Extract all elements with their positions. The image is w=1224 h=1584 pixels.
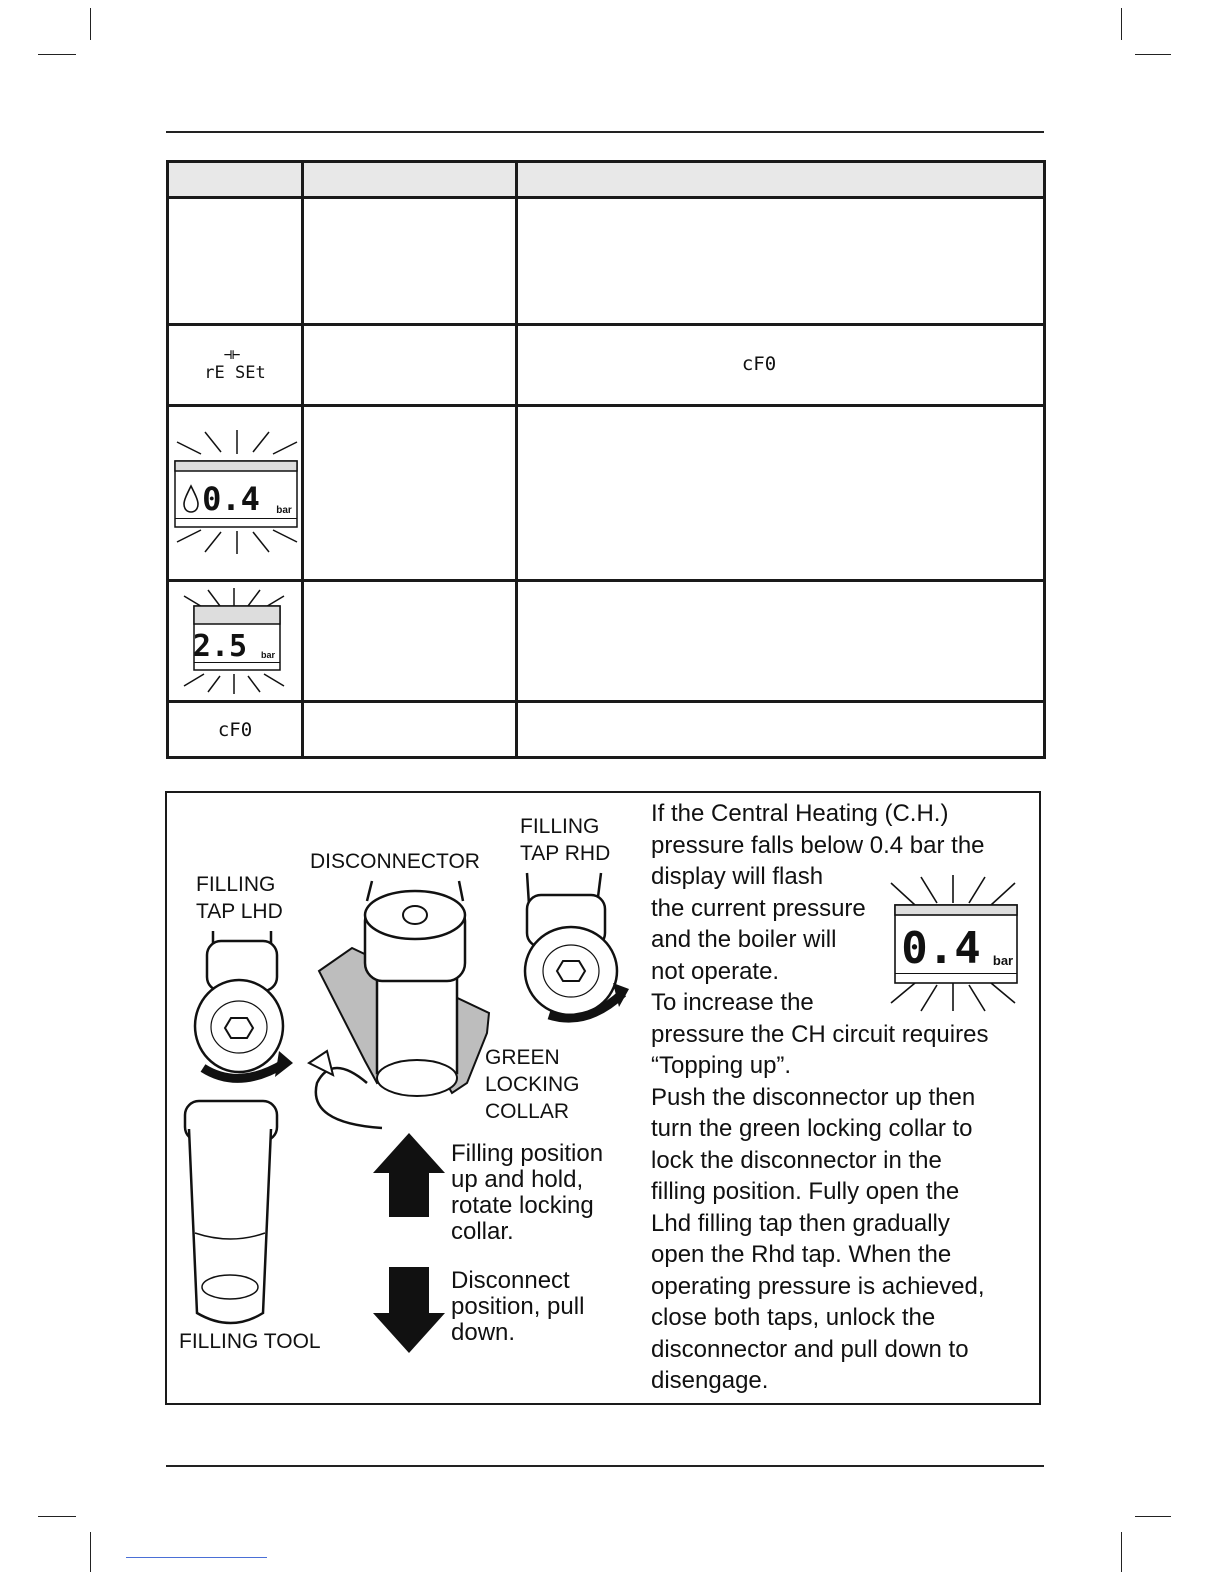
instruction-line: If the Central Heating (C.H.) [651,800,949,827]
reset-code: rE SEt [204,363,266,383]
crop-mark [1121,1532,1122,1572]
filling-tap-rhd-drawing [525,873,629,1018]
link-underline [126,1557,267,1558]
footer-rule [166,1465,1044,1467]
instruction-line: turn the green locking collar to [651,1115,973,1142]
display-value: 0.4 [901,923,981,974]
high-pressure-display-icon [169,582,301,700]
topping-up-panel [165,791,1041,1405]
fault-table [166,160,1046,759]
green-locking-collar-label: GREEN LOCKING COLLAR [485,1046,580,1123]
filling-tap-lhd-label: FILLING TAP LHD [196,873,283,923]
high-pressure-value: 2.5 [192,629,248,664]
column-divider [301,163,304,756]
instruction-line: not operate. [651,958,780,985]
crop-mark [90,1532,91,1572]
unit-label: bar [260,650,276,660]
filling-tool-drawing [185,1101,277,1323]
up-arrow-icon [373,1133,445,1217]
crop-mark [38,54,76,55]
instruction-line: pressure falls below 0.4 bar the [651,832,985,859]
low-pressure-value: 0.4 [202,480,260,518]
down-arrow-icon [373,1267,445,1353]
flashing-pressure-display-icon [885,873,1021,1015]
cf0-inline-code: cF0 [741,353,777,375]
disconnector-label: DISCONNECTOR [310,850,480,873]
instruction-line: open the Rhd tap. When the [651,1241,952,1268]
instruction-line: lock the disconnector in the [651,1147,942,1174]
instruction-line: “Topping up”. [651,1052,792,1079]
filling-position-caption: Filling position up and hold, rotate locking collar. [451,1140,604,1245]
reset-display-icon [169,326,301,404]
instruction-line: disconnector and pull down to [651,1336,969,1363]
column-divider [515,163,518,756]
crop-mark [38,1516,76,1517]
instruction-line: close both taps, unlock the [651,1304,936,1331]
crop-mark [90,8,91,40]
instruction-line: disengage. [651,1367,769,1394]
filling-tool-label: FILLING TOOL [179,1330,321,1353]
instruction-line: operating pressure is achieved, [651,1273,985,1300]
disconnector-drawing [309,881,489,1128]
reset-symbol: ⊣⊢ [223,347,241,363]
crop-mark [1135,54,1171,55]
instruction-line: Push the disconnector up then [651,1084,976,1111]
instruction-line: pressure the CH circuit requires [651,1021,989,1048]
filling-tap-rhd-label: FILLING TAP RHD [520,815,611,865]
header-rule [166,131,1044,133]
low-pressure-display-icon [169,407,301,579]
instruction-line: display will flash [651,863,824,890]
display-unit: bar [992,953,1014,968]
filling-tap-lhd-drawing [195,931,293,1078]
instruction-line: and the boiler will [651,926,837,953]
crop-mark [1135,1516,1171,1517]
instruction-line: Lhd filling tap then gradually [651,1210,950,1237]
crop-mark [1121,8,1122,40]
unit-label: bar [276,505,292,516]
instruction-line: filling position. Fully open the [651,1178,960,1205]
instruction-line: the current pressure [651,895,866,922]
cf0-display-icon: cF0 [217,719,253,741]
instruction-line: To increase the [651,989,814,1016]
disconnect-position-caption: Disconnect position, pull down. [451,1267,585,1346]
